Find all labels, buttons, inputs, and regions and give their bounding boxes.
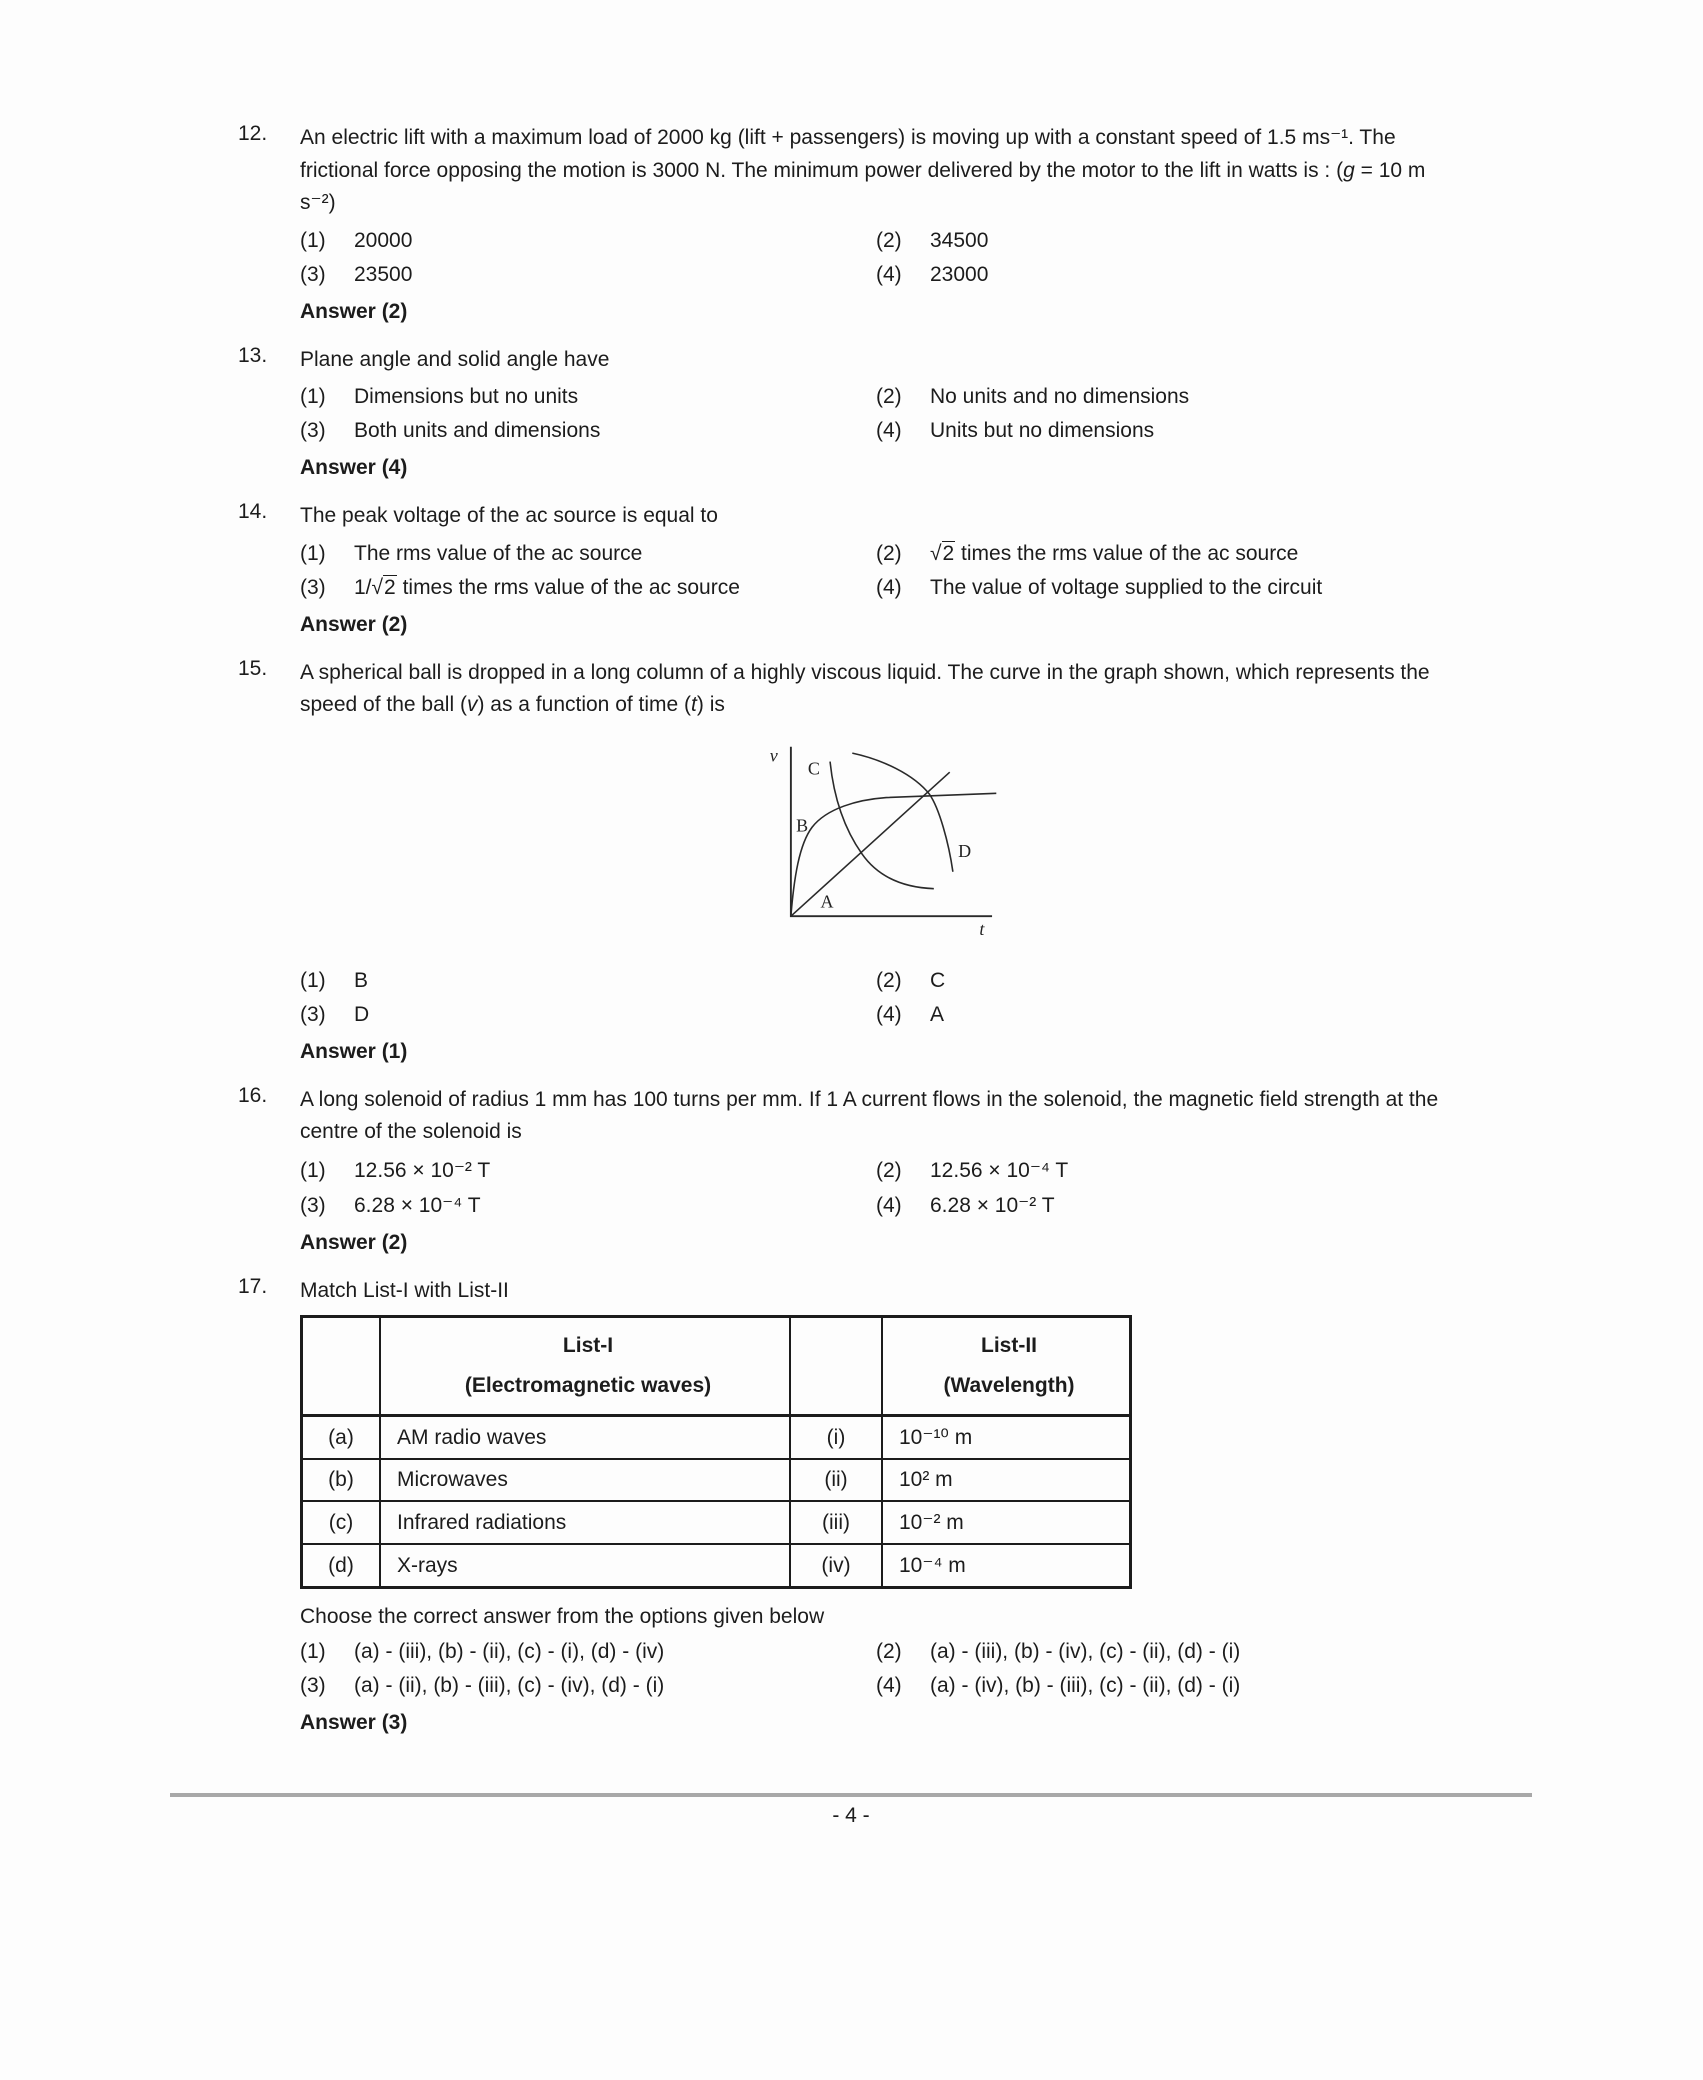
header-blank-cell-2 <box>790 1317 882 1416</box>
question-text: An electric lift with a maximum load of 2000 kg (lift + passengers) is moving up with a constant speed of 1.5 ms⁻¹. The frictional force opposing the motion is 3000 N. The minimum power delivered by the motor to the lift in watts is : (g = 10 m s⁻²) <box>300 126 1426 215</box>
option-4 <box>876 258 1466 292</box>
option-label: (2) <box>876 228 902 252</box>
option-text: B <box>354 968 369 992</box>
list2-subtitle: (Wavelength) <box>943 1374 1075 1398</box>
list1-title: List-I <box>562 1334 614 1358</box>
option-text: (a) - (iii), (b) - (ii), (c) - (i), (d) - (iv) <box>354 1639 665 1663</box>
option-3 <box>300 1669 876 1703</box>
option-label: (1) <box>300 1639 326 1663</box>
option-1 <box>300 537 876 571</box>
row-item: Microwaves <box>380 1459 790 1501</box>
options-group <box>300 224 1466 292</box>
option-text: 12.56 × 10⁻⁴ T <box>930 1158 1069 1182</box>
footer-rule <box>170 1793 1532 1797</box>
question-text: Plane angle and solid angle have <box>300 347 610 371</box>
option-text: 1/√2 times the rms value of the ac source <box>354 575 740 599</box>
row-value: 10⁻⁴ m <box>882 1544 1131 1588</box>
option-text: Both units and dimensions <box>354 419 601 443</box>
option-3 <box>300 998 876 1032</box>
graph-figure <box>300 734 1466 948</box>
row-label: (d) <box>302 1544 381 1588</box>
option-2 <box>876 964 1466 998</box>
option-text: 6.28 × 10⁻² T <box>930 1193 1055 1217</box>
question-number: 13. <box>238 343 268 367</box>
option-label: (4) <box>876 262 902 286</box>
option-text: 12.56 × 10⁻² T <box>354 1158 491 1182</box>
option-label: (3) <box>300 575 326 599</box>
option-4 <box>876 998 1466 1032</box>
table-header-row <box>302 1317 1131 1416</box>
question-number: 17. <box>238 1274 268 1298</box>
row-value: 10⁻¹⁰ m <box>882 1416 1131 1460</box>
list2-title: List-II <box>981 1334 1037 1358</box>
option-1 <box>300 964 876 998</box>
answer-line: Answer (4) <box>300 456 408 480</box>
option-1 <box>300 224 876 258</box>
options-group <box>300 380 1466 448</box>
row-label: (b) <box>302 1459 381 1501</box>
question-body <box>300 657 1466 1064</box>
option-2 <box>876 1635 1466 1669</box>
question-16 <box>238 1084 1466 1255</box>
option-label: (2) <box>876 968 902 992</box>
question-17 <box>238 1275 1466 1735</box>
option-1 <box>300 1153 876 1188</box>
t-axis-label: t <box>979 919 985 940</box>
curve-c <box>830 761 934 888</box>
row-value: 10⁻² m <box>882 1501 1131 1544</box>
row-roman: (i) <box>790 1416 882 1460</box>
option-label: (3) <box>300 1193 326 1217</box>
row-roman: (iii) <box>790 1501 882 1544</box>
option-label: (4) <box>876 1193 902 1217</box>
curve-b-label: B <box>796 815 809 836</box>
header-list1-cell <box>380 1317 790 1416</box>
question-13 <box>238 344 1466 481</box>
option-2 <box>876 224 1466 258</box>
option-label: (3) <box>300 1002 326 1026</box>
table-row <box>302 1544 1131 1588</box>
option-4 <box>876 414 1466 448</box>
curve-d-label: D <box>958 840 972 861</box>
speed-time-graph <box>757 734 1009 948</box>
option-2 <box>876 1153 1466 1188</box>
option-text: No units and no dimensions <box>930 385 1190 409</box>
option-text: The value of voltage supplied to the circuit <box>930 575 1323 599</box>
option-text: 23500 <box>354 262 413 286</box>
curve-a-label: A <box>820 891 834 912</box>
option-text: C <box>930 968 946 992</box>
option-text: 6.28 × 10⁻⁴ T <box>354 1193 481 1217</box>
row-label: (c) <box>302 1501 381 1544</box>
option-text: The rms value of the ac source <box>354 541 643 565</box>
option-text: (a) - (iii), (b) - (iv), (c) - (ii), (d) - (i) <box>930 1639 1241 1663</box>
option-label: (2) <box>876 385 902 409</box>
table-row <box>302 1416 1131 1460</box>
question-text: Match List-I with List-II <box>300 1278 509 1302</box>
question-body <box>300 122 1466 324</box>
option-label: (1) <box>300 541 326 565</box>
option-4 <box>876 1669 1466 1703</box>
option-label: (1) <box>300 1158 326 1182</box>
option-text: Units but no dimensions <box>930 419 1155 443</box>
options-group <box>300 1153 1466 1223</box>
question-body <box>300 344 1466 481</box>
row-value: 10² m <box>882 1459 1131 1501</box>
option-label: (2) <box>876 541 902 565</box>
option-3 <box>300 1188 876 1223</box>
curve-d <box>852 753 953 872</box>
option-label: (4) <box>876 1002 902 1026</box>
choose-instruction: Choose the correct answer from the options given below <box>300 1605 825 1629</box>
header-blank-cell-1 <box>302 1317 381 1416</box>
options-group <box>300 537 1466 605</box>
option-text: √2 times the rms value of the ac source <box>930 541 1299 565</box>
page-content <box>238 122 1466 1755</box>
answer-line: Answer (3) <box>300 1710 408 1734</box>
option-2 <box>876 537 1466 571</box>
option-text: D <box>354 1002 370 1026</box>
question-number: 14. <box>238 500 268 524</box>
option-4 <box>876 1188 1466 1223</box>
option-text: A <box>930 1002 945 1026</box>
option-text: 23000 <box>930 262 989 286</box>
table-row <box>302 1459 1131 1501</box>
row-item: Infrared radiations <box>380 1501 790 1544</box>
option-label: (2) <box>876 1639 902 1663</box>
option-label: (4) <box>876 575 902 599</box>
option-text: Dimensions but no units <box>354 385 579 409</box>
question-text: A long solenoid of radius 1 mm has 100 turns per mm. If 1 A current flows in the solenoid, the magnetic field strength at the centre of the solenoid is <box>300 1087 1439 1144</box>
list1-subtitle: (Electromagnetic waves) <box>464 1374 712 1398</box>
answer-line: Answer (2) <box>300 299 408 323</box>
question-text: A spherical ball is dropped in a long column of a highly viscous liquid. The curve in the graph shown, which represents the speed of the ball (v) as a function of time (t) is <box>300 660 1430 717</box>
question-body <box>300 1275 1466 1735</box>
option-4 <box>876 571 1466 605</box>
option-label: (2) <box>876 1158 902 1182</box>
row-roman: (iv) <box>790 1544 882 1588</box>
row-roman: (ii) <box>790 1459 882 1501</box>
row-label: (a) <box>302 1416 381 1460</box>
table-row <box>302 1501 1131 1544</box>
v-axis-label: v <box>769 745 778 766</box>
answer-line: Answer (1) <box>300 1039 408 1063</box>
question-number: 16. <box>238 1083 268 1107</box>
option-label: (4) <box>876 1673 902 1697</box>
option-label: (3) <box>300 419 326 443</box>
curve-a <box>791 772 950 916</box>
question-text: The peak voltage of the ac source is equal to <box>300 504 718 528</box>
option-text: 34500 <box>930 228 989 252</box>
answer-line: Answer (2) <box>300 612 408 636</box>
page-footer <box>170 1793 1532 1828</box>
match-list-table <box>300 1315 1132 1589</box>
option-label: (1) <box>300 385 326 409</box>
option-label: (1) <box>300 228 326 252</box>
question-body <box>300 500 1466 637</box>
question-body <box>300 1084 1466 1255</box>
row-item: AM radio waves <box>380 1416 790 1460</box>
header-list2-cell <box>882 1317 1131 1416</box>
page-number: - 4 - <box>832 1804 870 1827</box>
row-item: X-rays <box>380 1544 790 1588</box>
option-3 <box>300 258 876 292</box>
answer-line: Answer (2) <box>300 1230 408 1254</box>
option-label: (1) <box>300 968 326 992</box>
options-group <box>300 964 1466 1032</box>
option-label: (3) <box>300 1673 326 1697</box>
question-14 <box>238 500 1466 637</box>
option-label: (4) <box>876 419 902 443</box>
option-text: (a) - (ii), (b) - (iii), (c) - (iv), (d) - (i) <box>354 1673 665 1697</box>
question-number: 12. <box>238 122 268 145</box>
question-number: 15. <box>238 656 268 680</box>
option-label: (3) <box>300 262 326 286</box>
option-1 <box>300 1635 876 1669</box>
options-group <box>300 1635 1466 1703</box>
question-12 <box>238 122 1466 324</box>
question-15 <box>238 657 1466 1064</box>
option-3 <box>300 414 876 448</box>
curve-c-label: C <box>807 758 820 779</box>
option-text: 20000 <box>354 228 413 252</box>
option-1 <box>300 380 876 414</box>
option-text: (a) - (iv), (b) - (iii), (c) - (ii), (d) - (i) <box>930 1673 1241 1697</box>
option-3 <box>300 571 876 605</box>
option-2 <box>876 380 1466 414</box>
